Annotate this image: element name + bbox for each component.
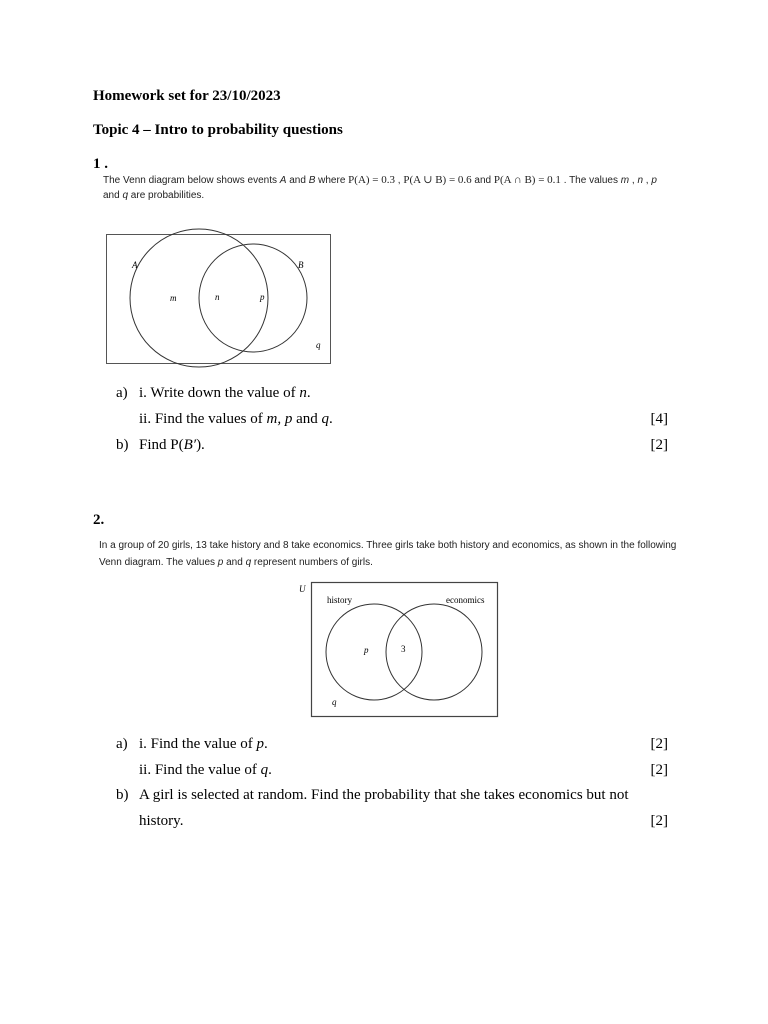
region-q: q [316,340,321,350]
intro-where: where [315,175,349,186]
region-both: 3 [401,644,406,654]
prob-a-expr: P(A) = 0.3 [348,174,396,186]
question-2-number: 2. [93,512,105,528]
label-u: U [299,584,306,594]
label-history: history [327,595,353,605]
part-var: n [299,385,307,401]
part-text: i. Find the value of [139,736,257,752]
question-2-intro-line1: In a group of 20 girls, 13 take history and 8 take economics. Three girls take both history and economics, as shown in the following [99,540,677,551]
q2-part-a-ii [139,762,272,779]
label-a: A [132,260,138,270]
question-2-intro-line2 [99,557,373,568]
q2-part-b-label: b) [116,787,129,803]
region-n: n [215,292,220,302]
part-and: and [292,411,322,427]
intro-text: Venn diagram. The values [99,557,218,568]
prob-intersection-expr: P(A ∩ B) = 0.1 [493,174,561,186]
q1-part-a-marks: [4] [650,411,668,427]
part-var: p [256,736,264,752]
q1-part-b [139,437,205,454]
region-m: m [170,293,177,303]
part-text: ii. Find the value of [139,762,261,778]
part-vars: m, p [266,411,293,427]
intro-and-3: and [103,190,123,201]
var-m: m [620,175,630,186]
q1-part-a-ii [139,411,333,428]
comma: , [643,175,652,186]
part-var: q [260,762,269,778]
topic-heading: Topic 4 – Intro to probability questions [93,122,343,138]
var-q: q [245,557,252,568]
part-text: i. Write down the value of [139,385,300,401]
intro-and-2: and [471,175,494,186]
q2-part-a-i-marks: [2] [650,736,668,752]
region-p: p [260,292,265,302]
sep: , [395,175,404,186]
values-text: . The values [560,175,621,186]
part-var: B′ [183,437,197,453]
part-end: ). [196,437,205,453]
q1-part-b-marks: [2] [650,437,668,453]
q2-part-b-marks: [2] [650,813,668,829]
part-text: Find P( [139,437,184,453]
q1-part-b-label: b) [116,437,129,453]
question-1-number: 1 . [93,156,108,172]
q1-part-a-label: a) [116,385,128,401]
intro-rest: are probabilities. [128,190,205,201]
homework-title: Homework set for 23/10/2023 [93,88,281,104]
q1-part-a-i [139,385,311,402]
part-end: . [268,762,272,778]
part-text: ii. Find the values of [139,411,267,427]
intro-and: and [286,175,309,186]
label-b: B [298,260,304,270]
var-n: n [637,175,644,186]
part-end: . [329,411,333,427]
prob-union-expr: P(A ∪ B) = 0.6 [403,174,472,186]
intro-rest: represent numbers of girls. [251,557,373,568]
circle-history [326,604,422,700]
var-p: p [651,175,657,186]
q2-part-a-label: a) [116,736,128,752]
part-end: . [306,385,311,401]
q2-part-a-i [139,736,268,753]
var-p: p [217,557,224,568]
event-b: B [308,175,316,186]
event-a: A [279,175,287,186]
q2-part-a-ii-marks: [2] [650,762,668,778]
part-end: . [263,736,268,752]
intro-and: and [223,557,246,568]
q2-part-b-line2: history. [139,813,184,829]
intro-text: The Venn diagram below shows events [103,175,280,186]
region-q-neither: q [332,697,337,707]
region-p-history-only: p [364,645,369,655]
q2-part-b-line1: A girl is selected at random. Find the probability that she takes economics but not [139,787,629,803]
label-economics: economics [446,595,485,605]
var-q: q [122,190,129,201]
part-var-q: q [321,411,330,427]
comma: , [629,175,638,186]
